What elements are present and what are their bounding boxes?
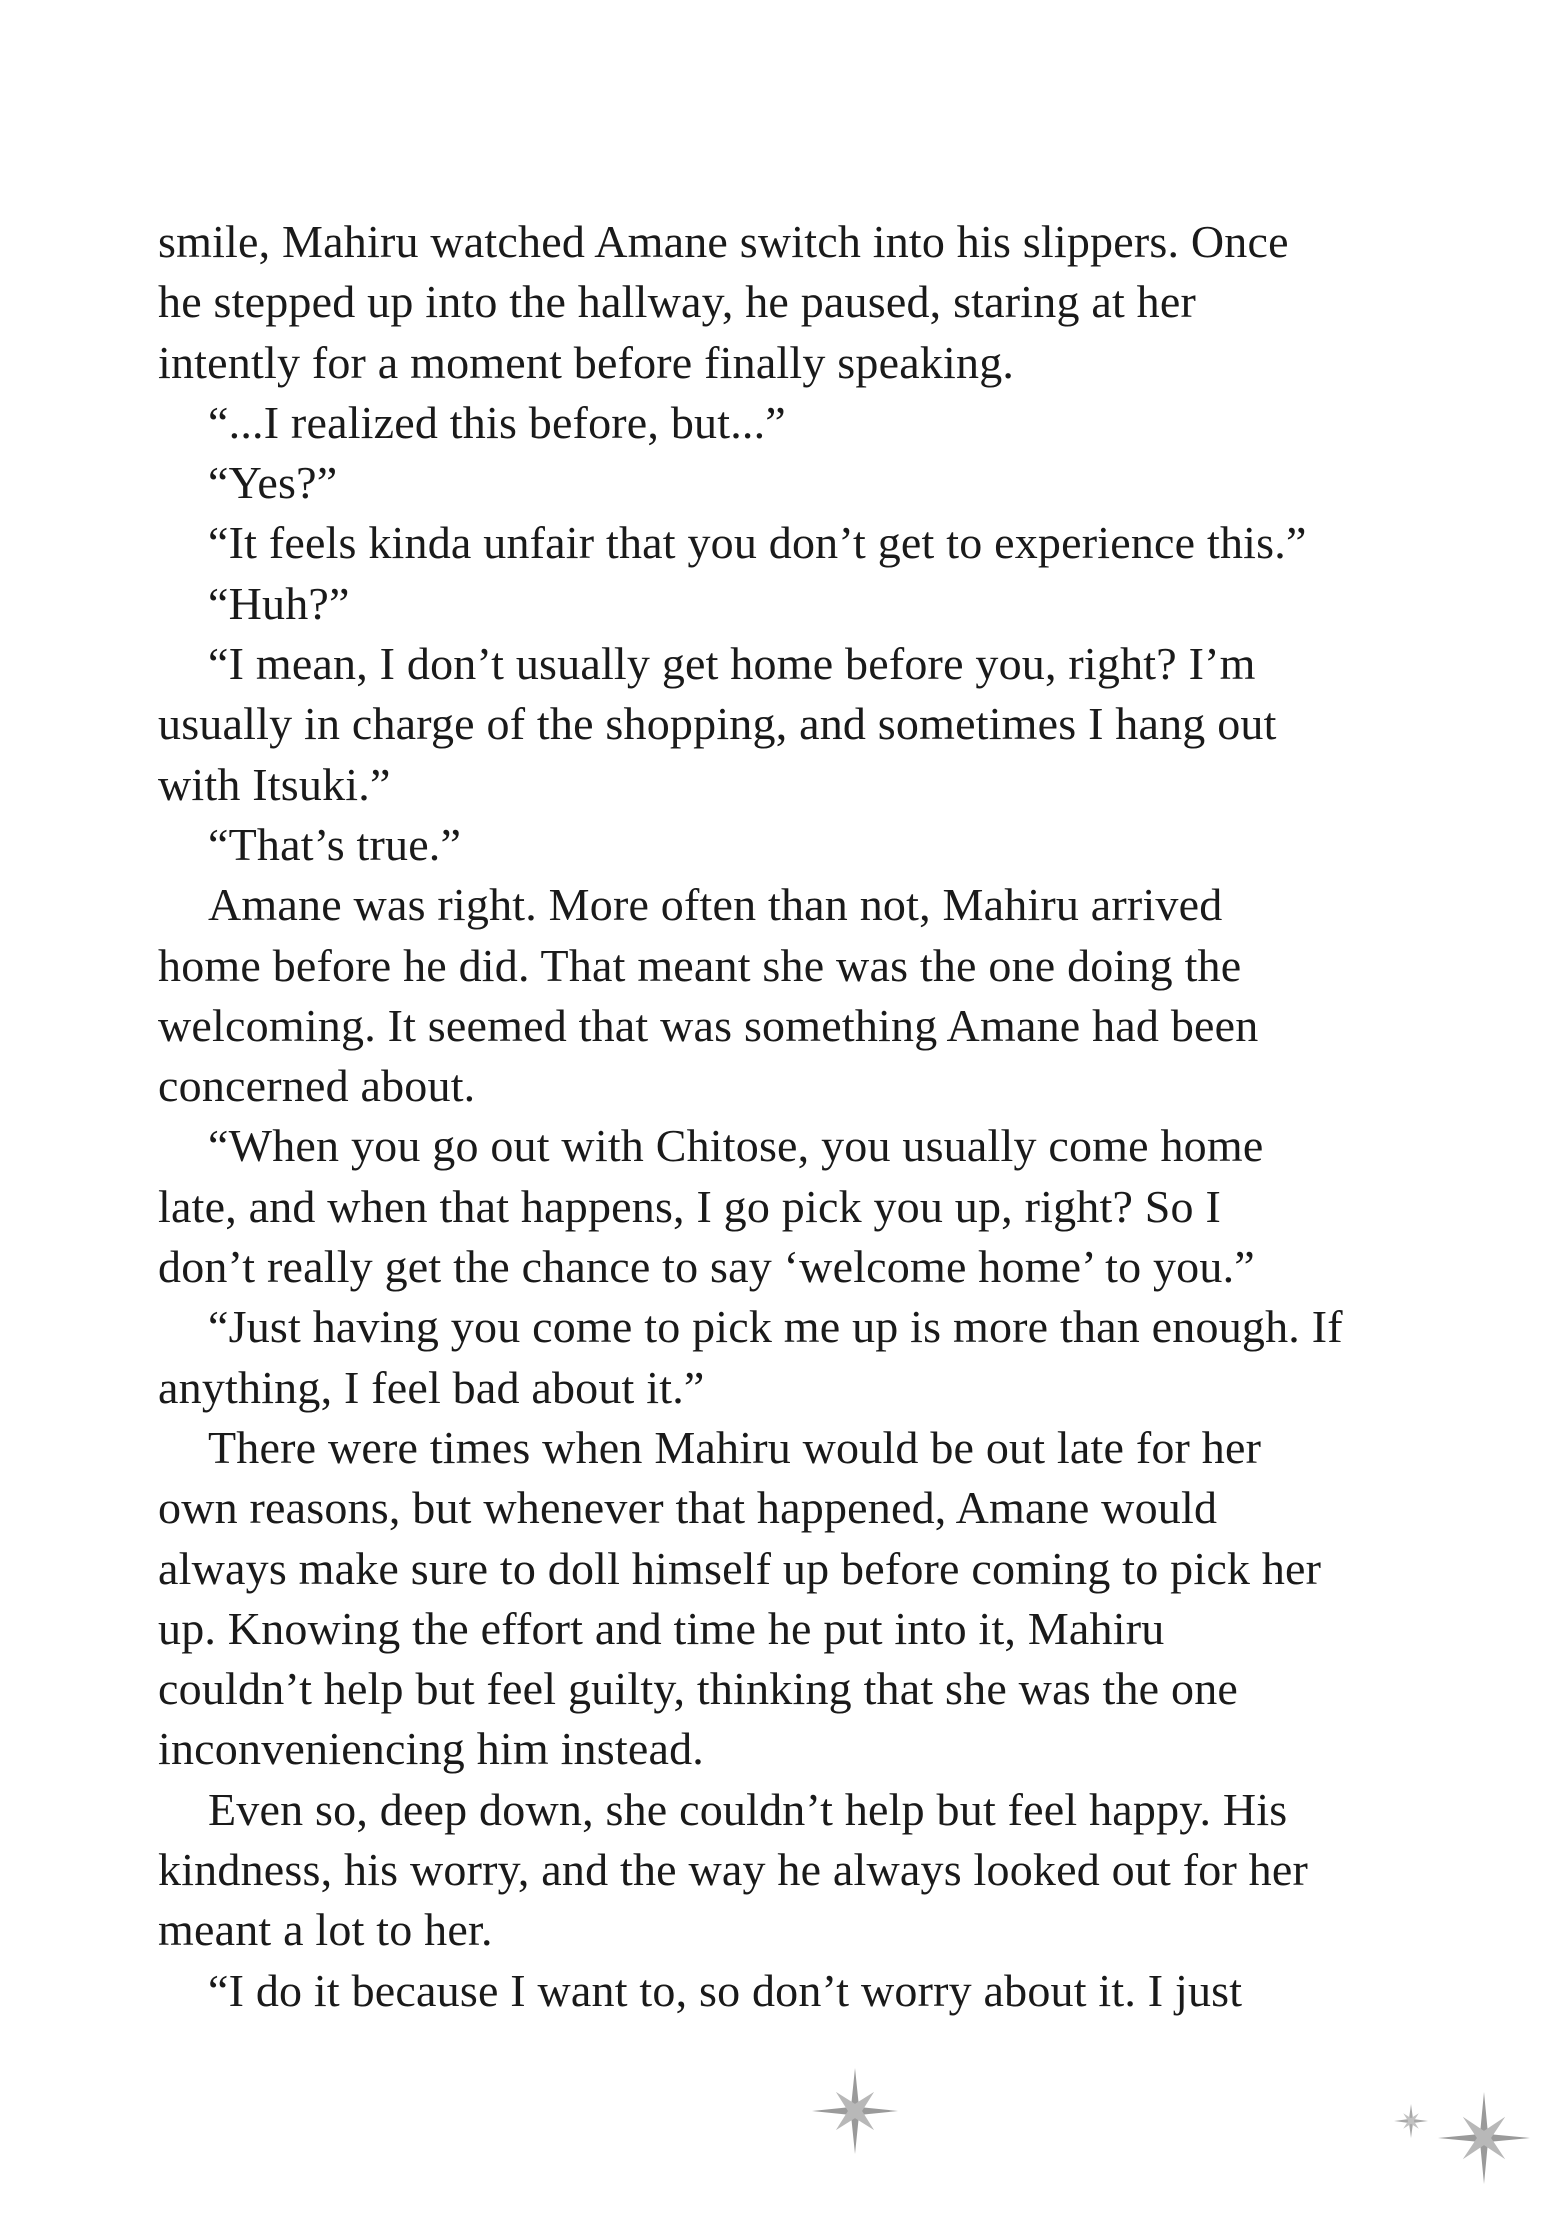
text-line: intently for a moment before finally speaking. <box>158 336 1015 388</box>
text-line: “...I realized this before, but...” <box>208 396 786 448</box>
text-line: welcoming. It seemed that was something Amane had been <box>158 999 1259 1051</box>
text-line: concerned about. <box>158 1060 476 1112</box>
text-line: There were times when Mahiru would be out late for her <box>208 1421 1262 1473</box>
text-line: “Yes?” <box>208 457 338 509</box>
text-line: “I mean, I don’t usually get home before you, right? I’m <box>208 638 1256 690</box>
text-line: up. Knowing the effort and time he put into it, Mahiru <box>158 1602 1165 1654</box>
text-line: home before he did. That meant she was the one doing the <box>158 939 1242 991</box>
text-line: always make sure to doll himself up before coming to pick her <box>158 1542 1322 1594</box>
text-line: “I do it because I want to, so don’t worry about it. I just <box>208 1964 1243 2016</box>
text-line: don’t really get the chance to say ‘welcome home’ to you.” <box>158 1241 1255 1293</box>
text-line: smile, Mahiru watched Amane switch into his slippers. Once <box>158 216 1289 267</box>
sparkle-icon <box>1436 2090 1532 2186</box>
text-line: “Huh?” <box>208 577 350 629</box>
text-line: anything, I feel bad about it.” <box>158 1361 705 1413</box>
text-line: Even so, deep down, she couldn’t help but feel happy. His <box>208 1783 1288 1835</box>
text-line: meant a lot to her. <box>158 1904 493 1956</box>
text-line: kindness, his worry, and the way he always looked out for her <box>158 1844 1309 1896</box>
text-line: he stepped up into the hallway, he paused, staring at her <box>158 276 1196 328</box>
text-line: “That’s true.” <box>208 818 462 870</box>
text-line: with Itsuki.” <box>158 758 391 810</box>
text-line: late, and when that happens, I go pick you up, right? So I <box>158 1180 1221 1232</box>
sparkle-icon <box>1393 2103 1429 2139</box>
text-line: couldn’t help but feel guilty, thinking that she was the one <box>158 1663 1239 1715</box>
text-line: own reasons, but whenever that happened, Amane would <box>158 1482 1218 1534</box>
page-body-text <box>158 212 1428 2021</box>
text-line: inconveniencing him instead. <box>158 1723 704 1775</box>
text-line: “Just having you come to pick me up is more than enough. If <box>208 1301 1343 1353</box>
text-line: usually in charge of the shopping, and sometimes I hang out <box>158 698 1277 750</box>
text-line: “It feels kinda unfair that you don’t get to experience this.” <box>208 517 1307 569</box>
sparkle-icon <box>810 2066 900 2156</box>
text-line: “When you go out with Chitose, you usually come home <box>208 1120 1264 1172</box>
text-line: Amane was right. More often than not, Mahiru arrived <box>208 879 1223 931</box>
